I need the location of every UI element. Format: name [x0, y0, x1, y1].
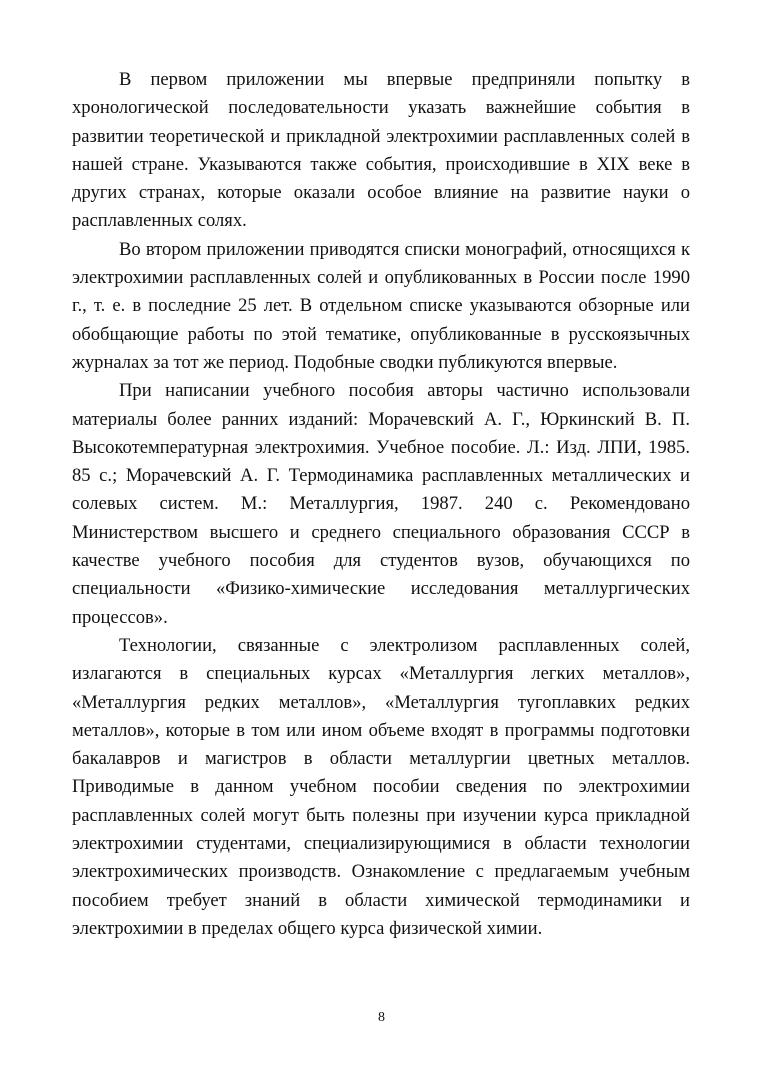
- paragraph-technologies: Технологии, связанные с электролизом расплавленных солей, излагаются в специальных курсах «Металлургия легких металлов», «Металлургия редких металлов», «Металлургия тугоплавких редких металлов», которые в том или ином объеме входят в программы подготовки бакалавров и магистров в области металлургии цветных металлов. Приводимые в данном учебном пособии сведения по электрохимии расплавленных солей могут быть полезны при изучении курса прикладной электрохимии студентами, специализирующимися в области технологии электрохимических производств. Ознакомление с предлагаемым учебным пособием требует знаний в области химической термодинамики и электрохимии в пределах общего курса физической химии.: [72, 634, 690, 939]
- paragraph-sources: При написании учебного пособия авторы частично использовали материалы более ранних изданий: Морачевский А. Г., Юркинский В. П. Высокотемпературная электрохимия. Учебное пособие. Л.: Изд. ЛПИ, 1985. 85 с.; Морачевский А. Г. Термодинамика расплавленных металлических и солевых систем. М.: Металлургия, 1987. 240 с. Рекомендовано Министерством высшего и среднего специального образования СССР в качестве учебного пособия для студентов вузов, обучающихся по специальности «Физико-химические исследования металлургических процессов».: [72, 380, 690, 628]
- paragraph-appendix-two: Во втором приложении приводятся списки монографий, относящихся к электрохимии расплавленных солей и опубликованных в России после 1990 г., т. е. в последние 25 лет. В отдельном списке указываются обзорные или обобщающие работы по этой тематике, опубликованные в русскоязычных журналах за тот же период. Подобные сводки публикуются впервые.: [72, 238, 690, 373]
- page-body: [72, 66, 690, 943]
- page-number: 8: [378, 1010, 385, 1025]
- paragraph-appendix-one: В первом приложении мы впервые предприняли попытку в хронологической последовательности указать важнейшие события в развитии теоретической и прикладной электрохимии расплавленных солей в нашей стране. Указываются также события, происходившие в XIX веке в других странах, которые оказали особое влияние на развитие науки о расплавленных солях.: [72, 69, 690, 232]
